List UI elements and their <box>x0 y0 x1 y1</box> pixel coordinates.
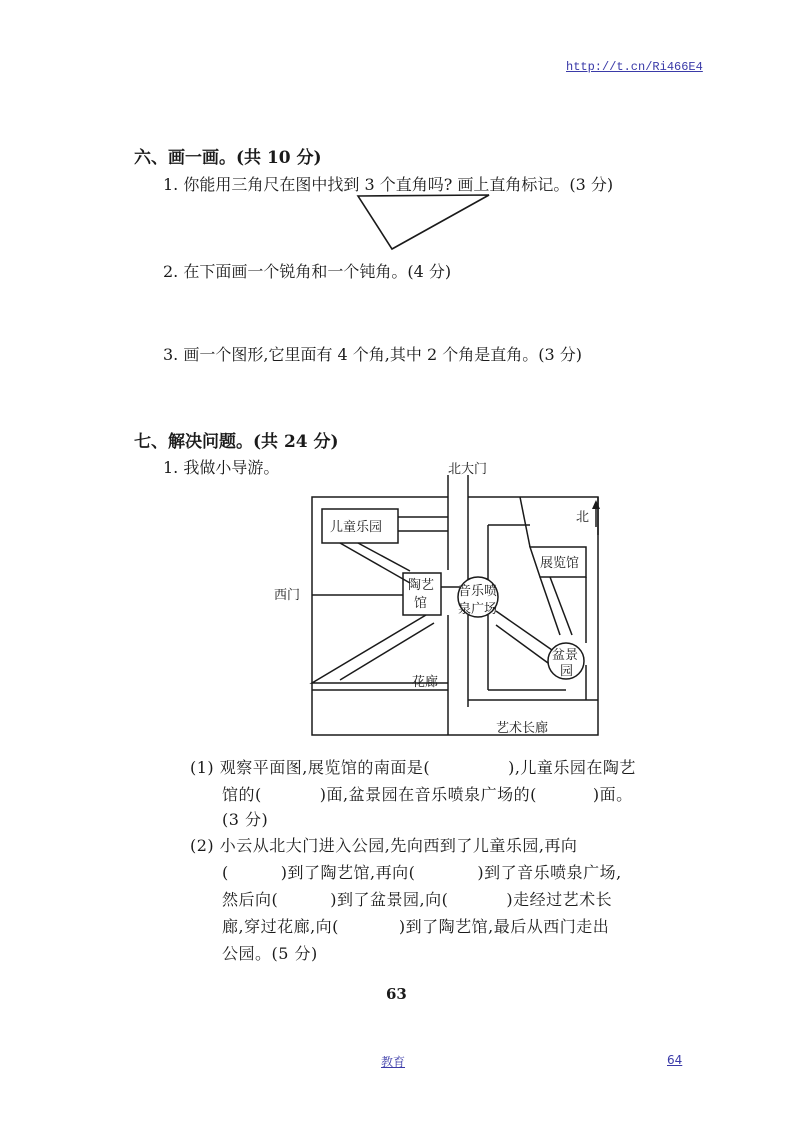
part-2-text: )走经过艺术长 <box>506 890 613 909</box>
map-label-bonsai-2: 园 <box>560 664 574 679</box>
part-2-text: )到了音乐喷泉广场, <box>477 863 622 882</box>
triangle-figure <box>355 192 495 254</box>
section-7-question-1: 1. 我做小导游。 <box>163 458 280 477</box>
part-1-text: )面,盆景园在音乐喷泉广场的( <box>319 785 537 804</box>
park-map <box>274 462 610 750</box>
map-label-pottery-1: 陶艺 <box>408 578 435 593</box>
section-6-title: 六、画一画。(共 10 分) <box>134 148 322 168</box>
part-2-line-4 <box>222 914 609 937</box>
part-2-line-1: (2) 小云从北大门进入公园,先向西到了儿童乐园,再向 <box>190 836 578 855</box>
part-1-line-1 <box>190 755 636 778</box>
map-label-childrens-park: 儿童乐园 <box>330 520 383 535</box>
map-label-pottery-2: 馆 <box>414 596 428 611</box>
part-2-text: 廊,穿过花廊,向( <box>222 917 339 936</box>
part-2-text: ( <box>222 863 229 882</box>
part-2-line-3 <box>222 887 612 910</box>
part-2-text: )到了陶艺馆,再向( <box>280 863 416 882</box>
footer-link-page[interactable]: 64 <box>667 1053 683 1067</box>
page-number: 63 <box>386 985 407 1003</box>
part-2-line-5: 公园。(5 分) <box>222 944 318 963</box>
footer-link-education[interactable]: 教育 <box>381 1055 406 1069</box>
north-arrow-icon <box>592 500 600 527</box>
map-label-west-gate: 西门 <box>274 588 301 603</box>
part-2-line-2 <box>222 860 622 883</box>
part-1-line-3: (3 分) <box>222 810 269 829</box>
map-label-flower-gallery: 花廊 <box>412 675 439 690</box>
header-url-link[interactable]: http://t.cn/Ri466E4 <box>566 60 703 74</box>
part-2-text: )到了盆景园,向( <box>330 890 449 909</box>
map-label-north-gate: 北大门 <box>448 462 488 477</box>
map-label-exhibition-hall: 展览馆 <box>540 556 580 571</box>
map-label-art-corridor: 艺术长廊 <box>496 721 549 736</box>
part-1-text: ),儿童乐园在陶艺 <box>508 758 636 777</box>
part-2-text: )到了陶艺馆,最后从西门走出 <box>398 917 610 936</box>
map-label-fountain-2: 泉广场 <box>458 602 498 617</box>
section-6-question-2: 2. 在下面画一个锐角和一个钝角。(4 分) <box>163 262 452 281</box>
part-1-line-2 <box>222 782 633 805</box>
part-1-text: )面。 <box>592 785 633 804</box>
map-label-fountain-1: 音乐喷 <box>458 584 498 599</box>
map-label-bonsai-1: 盆景 <box>552 648 579 663</box>
map-label-north: 北 <box>576 510 590 525</box>
section-6-question-3: 3. 画一个图形,它里面有 4 个角,其中 2 个角是直角。(3 分) <box>163 345 582 364</box>
part-1-text: (1) 观察平面图,展览馆的南面是( <box>190 758 431 777</box>
part-2-text: 然后向( <box>222 890 279 909</box>
section-6-question-1: 1. 你能用三角尺在图中找到 3 个直角吗? 画上直角标记。(3 分) <box>163 175 614 194</box>
section-7-title: 七、解决问题。(共 24 分) <box>134 432 339 452</box>
part-1-text: 馆的( <box>222 785 262 804</box>
